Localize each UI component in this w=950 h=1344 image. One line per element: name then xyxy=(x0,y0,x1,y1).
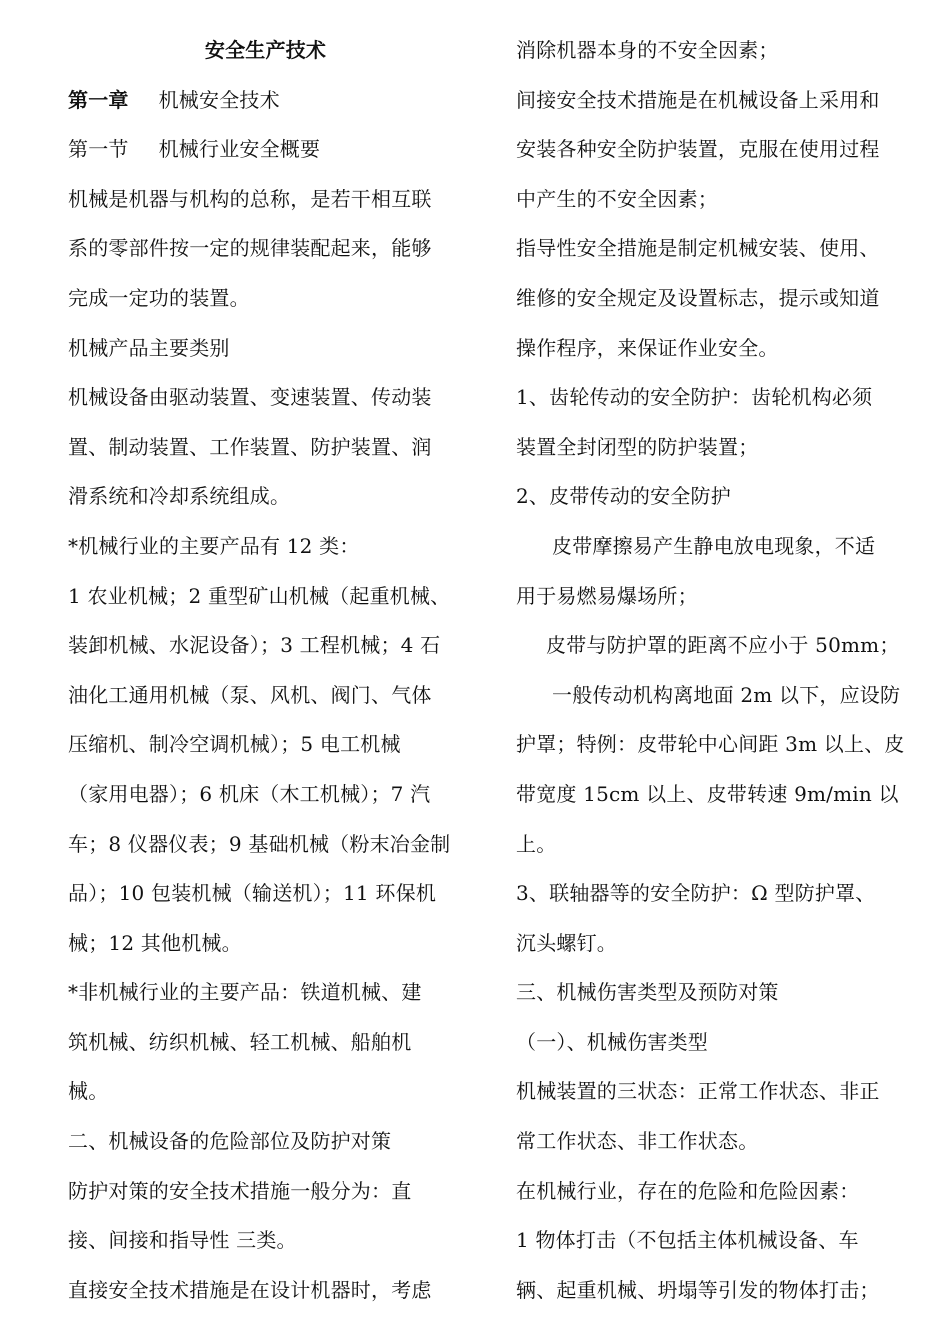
text-line: 油化工通用机械（泵、风机、阀门、气体 xyxy=(68,682,432,707)
text-line: 置、制动装置、工作装置、防护装置、润 xyxy=(68,434,432,459)
text-line: 防护对策的安全技术措施一般分为：直 xyxy=(68,1178,412,1203)
text-line: 装卸机械、水泥设备）；3 工程机械；4 石 xyxy=(68,633,441,658)
text-line: 维修的安全规定及设置标志，提示或知道 xyxy=(516,285,880,310)
right-column xyxy=(516,26,930,1315)
text-line: 三、机械伤害类型及预防对策 xyxy=(516,980,779,1005)
text-line: 机械装置的三状态：正常工作状态、非正 xyxy=(516,1079,880,1104)
text-line: 1、齿轮传动的安全防护：齿轮机构必须 xyxy=(516,385,873,410)
chapter-name: 机械安全技术 xyxy=(158,87,280,112)
left-column xyxy=(68,26,483,1315)
text-line: 安装各种安全防护装置，克服在使用过程 xyxy=(516,137,880,162)
left-body-text xyxy=(68,175,483,1316)
text-line: 3、联轴器等的安全防护：Ω 型防护罩、 xyxy=(516,881,876,906)
text-line: 皮带与防护罩的距离不应小于 50mm； xyxy=(546,633,900,658)
text-line: 在机械行业，存在的危险和危险因素： xyxy=(516,1178,860,1203)
text-line: （家用电器）；6 机床（木工机械）；7 汽 xyxy=(68,781,431,806)
document-title: 安全生产技术 xyxy=(204,38,327,62)
text-line: 间接安全技术措施是在机械设备上采用和 xyxy=(516,87,880,112)
text-line: 直接安全技术措施是在设计机器时，考虑 xyxy=(68,1277,432,1302)
chapter-number: 第一章 xyxy=(68,87,129,112)
text-line: 机械设备由驱动装置、变速装置、传动装 xyxy=(68,385,432,410)
right-body-text xyxy=(516,26,930,1315)
text-line: （一）、机械伤害类型 xyxy=(516,1029,708,1054)
text-line: 1 农业机械；2 重型矿山机械（起重机械、 xyxy=(68,583,451,608)
text-line: 械。 xyxy=(68,1079,109,1104)
section-heading xyxy=(68,125,483,175)
text-line: 机械是机器与机构的总称，是若干相互联 xyxy=(68,186,432,211)
chapter-heading xyxy=(68,76,483,126)
text-line: 中产生的不安全因素； xyxy=(516,186,718,211)
text-line: 上。 xyxy=(516,831,557,856)
text-line: 辆、起重机械、坍塌等引发的物体打击； xyxy=(516,1277,880,1302)
text-line: 常工作状态、非工作状态。 xyxy=(516,1129,759,1154)
section-number: 第一节 xyxy=(68,137,129,162)
text-line: 筑机械、纺织机械、轻工机械、船舶机 xyxy=(68,1029,412,1054)
text-line: *机械行业的主要产品有 12 类： xyxy=(68,533,360,558)
text-line: 沉头螺钉。 xyxy=(516,930,617,955)
text-line: *非机械行业的主要产品：铁道机械、建 xyxy=(68,980,422,1005)
text-line: 1 物体打击（不包括主体机械设备、车 xyxy=(516,1228,859,1253)
text-line: 皮带摩擦易产生静电放电现象，不适 xyxy=(552,533,876,558)
text-line: 指导性安全措施是制定机械安装、使用、 xyxy=(516,236,880,261)
text-line: 系的零部件按一定的规律装配起来，能够 xyxy=(68,236,432,261)
text-line: 机械产品主要类别 xyxy=(68,335,230,360)
text-line: 用于易燃易爆场所； xyxy=(516,583,698,608)
text-line: 接、间接和指导性 三类。 xyxy=(68,1228,297,1253)
section-name: 机械行业安全概要 xyxy=(158,137,321,162)
text-line: 车；8 仪器仪表；9 基础机械（粉末冶金制 xyxy=(68,831,451,856)
text-line: 品）；10 包装机械（输送机）；11 环保机 xyxy=(68,881,437,906)
text-line: 消除机器本身的不安全因素； xyxy=(516,38,779,62)
text-line: 装置全封闭型的防护装置； xyxy=(516,434,759,459)
text-line: 滑系统和冷却系统组成。 xyxy=(68,484,291,509)
text-line: 操作程序，来保证作业安全。 xyxy=(516,335,779,360)
text-line: 一般传动机构离地面 2m 以下，应设防 xyxy=(552,682,901,707)
text-line: 带宽度 15cm 以上、皮带转速 9m/min 以 xyxy=(516,781,899,806)
text-line: 2、皮带传动的安全防护 xyxy=(516,484,731,509)
text-line: 压缩机、制冷空调机械）；5 电工机械 xyxy=(68,732,401,757)
text-line: 护罩；特例：皮带轮中心间距 3m 以上、皮 xyxy=(516,732,905,757)
text-line: 械；12 其他机械。 xyxy=(68,930,242,955)
text-line: 二、机械设备的危险部位及防护对策 xyxy=(68,1129,392,1154)
text-line: 完成一定功的装置。 xyxy=(68,285,250,310)
